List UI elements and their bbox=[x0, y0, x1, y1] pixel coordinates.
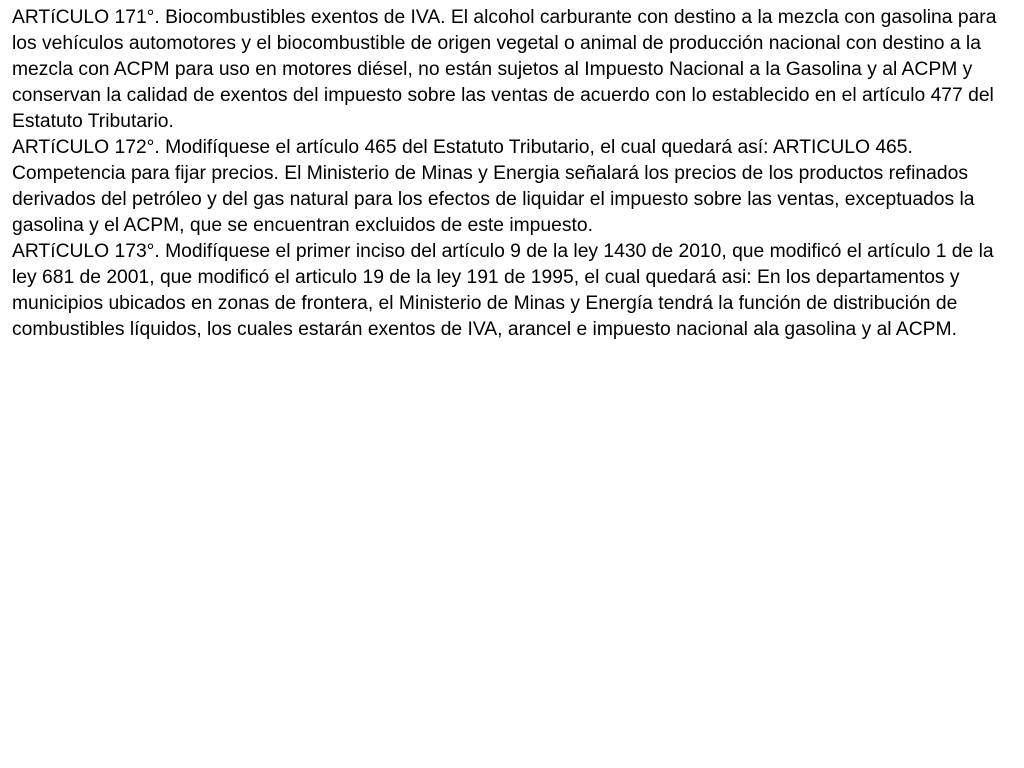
article-172-paragraph: ARTíCULO 172°. Modifíquese el artículo 465 del Estatuto Tributario, el cual quedará así: ARTICULO 465. Competencia para fijar precios. El Ministerio de Minas y Energia señalará los precios de los productos refinados derivados del petróleo y del gas natural para los efectos de liquidar el impuesto sobre las ventas, exceptuados la gasolina y el ACPM, que se encuentran excluidos de este impuesto. bbox=[12, 137, 975, 236]
article-173-paragraph: ARTíCULO 173°. Modifíquese el primer inciso del artículo 9 de la ley 1430 de 2010, que modificó el artículo 1 de la ley 681 de 2001, que modificó el articulo 19 de la ley 191 de 1995, el cual quedará asi: En los departamentos y municipios ubicados en zonas de frontera, el Ministerio de Minas y Energía tendrá la función de distribución de combustibles líquidos, los cuales estarán exentos de IVA, arancel e impuesto nacional ala gasolina y al ACPM. bbox=[12, 241, 994, 340]
article-171-paragraph: ARTíCULO 171°. Biocombustibles exentos de IVA. El alcohol carburante con destino a la mezcla con gasolina para los vehículos automotores y el biocombustible de origen vegetal o animal de producción nacional con destino a la mezcla con ACPM para uso en motores diésel, no están sujetos al Impuesto Nacional a la Gasolina y al ACPM y conservan la calidad de exentos del impuesto sobre las ventas de acuerdo con lo establecido en el artículo 477 del Estatuto Tributario. bbox=[12, 7, 997, 132]
